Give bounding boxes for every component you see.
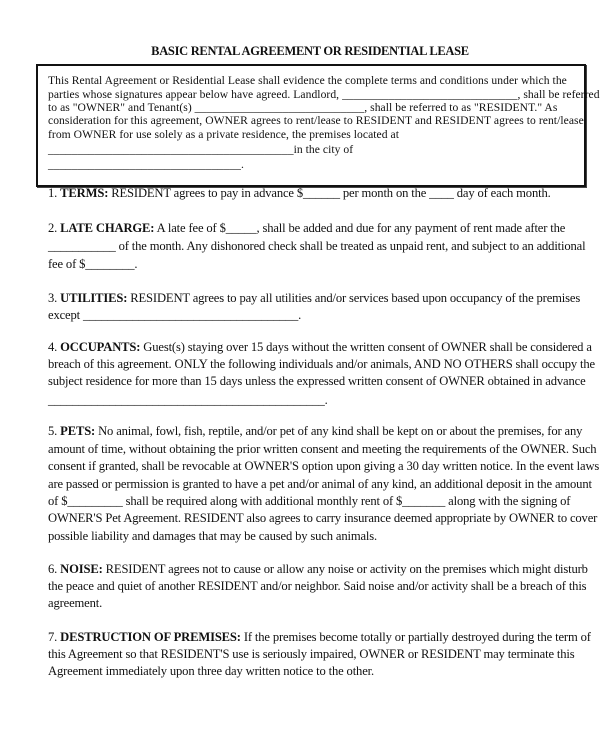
clause-5-line: consent if granted, shall be revocable at OWNER'S option upon giving a 30 day written notice. In the event laws — [48, 459, 600, 473]
clause-text: A late fee of $_____, shall be added and due for any payment of rent made after the — [154, 221, 566, 235]
clause-6-line: the peace and quiet of another RESIDENT and/or neighbor. Said noise and/or activity shall be a breach of this — [48, 579, 587, 593]
clause-5-line — [48, 424, 582, 439]
clause-1-line — [48, 186, 551, 201]
clause-text: RESIDENT agrees to pay all utilities and/or services based upon occupancy of the premises — [127, 291, 581, 305]
clause-5-line: of $_________ shall be required along with additional monthly rent of $_______ along with the signing of — [48, 494, 571, 508]
clause-heading: PETS: — [60, 424, 96, 438]
clause-text: Guest(s) staying over 15 days without the written consent of OWNER shall be considered a — [140, 340, 592, 354]
clause-number: 7. — [48, 630, 61, 644]
clause-7-line: Agreement immediately upon three day written notice to the other. — [48, 664, 374, 678]
clause-heading: TERMS: — [60, 186, 109, 200]
intro-line: This Rental Agreement or Residential Lease shall evidence the complete terms and conditions under which the — [48, 74, 567, 87]
clause-5-line: possible liability and damages that may be caused by such animals. — [48, 529, 378, 543]
clause-3-line: except ___________________________________. — [48, 308, 302, 322]
clause-number: 3. — [48, 291, 61, 305]
clause-4-line: breach of this agreement. ONLY the following individuals and/or animals, AND NO OTHERS shall occupy the — [48, 357, 595, 371]
intro-line: parties whose signatures appear below have agreed. Landlord, ______________________________, shall be referred — [48, 88, 600, 101]
clause-2-line — [48, 221, 565, 236]
clause-5-line: OWNER'S Pet Agreement. RESIDENT also agrees to carry insurance deemed appropriate by OWNER to cover — [48, 511, 598, 525]
clause-text: If the premises become totally or partially destroyed during the term of — [240, 630, 591, 644]
clause-number: 4. — [48, 340, 61, 354]
intro-line: __________________________________________in the city of — [48, 143, 354, 156]
intro-line: from OWNER for use solely as a private residence, the premises located at — [48, 128, 400, 141]
clause-7-line — [48, 630, 591, 645]
intro-line: consideration for this agreement, OWNER agrees to rent/lease to RESIDENT and RESIDENT agrees to rent/lease — [48, 114, 584, 127]
intro-line: _________________________________. — [48, 158, 244, 171]
intro-line: to as "OWNER" and Tenant(s) _____________________________, shall be referred to as "RESIDENT." As — [48, 101, 558, 114]
clause-4-line: _____________________________________________. — [48, 393, 328, 407]
clause-5-line: amount of time, without obtaining the prior written consent and meeting the requirements of the OWNER. Such — [48, 442, 597, 456]
clause-heading: UTILITIES: — [60, 291, 128, 305]
clause-5-line: are passed or permission is granted to have a pet and/or animal of any kind, an additional deposit in the amount — [48, 477, 592, 491]
clause-4-line: subject residence for more than 15 days unless the expressed written consent of OWNER obtained in advance — [48, 374, 586, 388]
clause-text: No animal, fowl, fish, reptile, and/or pet of any kind shall be kept on or about the premises, for any — [95, 424, 583, 438]
clause-heading: DESTRUCTION OF PREMISES: — [60, 630, 241, 644]
clause-number: 5. — [48, 424, 61, 438]
clause-heading: LATE CHARGE: — [60, 221, 155, 235]
intro-box — [36, 64, 600, 187]
clause-text: RESIDENT agrees to pay in advance $______ per month on the ____ day of each month. — [108, 186, 551, 200]
clause-text: RESIDENT agrees not to cause or allow any noise or activity on the premises which might disturb — [102, 562, 588, 576]
clause-7-line: this Agreement so that RESIDENT'S use is seriously impaired, OWNER or RESIDENT may terminate this — [48, 647, 575, 661]
clause-2-line: fee of $________. — [48, 257, 138, 271]
clause-2-line: ___________ of the month. Any dishonored check shall be treated as unpaid rent, and subject to an additional — [48, 239, 586, 253]
clause-number: 2. — [48, 221, 61, 235]
clause-number: 1. — [48, 186, 61, 200]
clause-3-line — [48, 291, 580, 306]
clause-4-line — [48, 340, 592, 355]
clause-heading: OCCUPANTS: — [60, 340, 141, 354]
clause-heading: NOISE: — [60, 562, 103, 576]
document-title: BASIC RENTAL AGREEMENT OR RESIDENTIAL LEASE — [151, 44, 469, 58]
clause-6-line — [48, 562, 588, 577]
clause-number: 6. — [48, 562, 61, 576]
clause-6-line: agreement. — [48, 596, 103, 610]
